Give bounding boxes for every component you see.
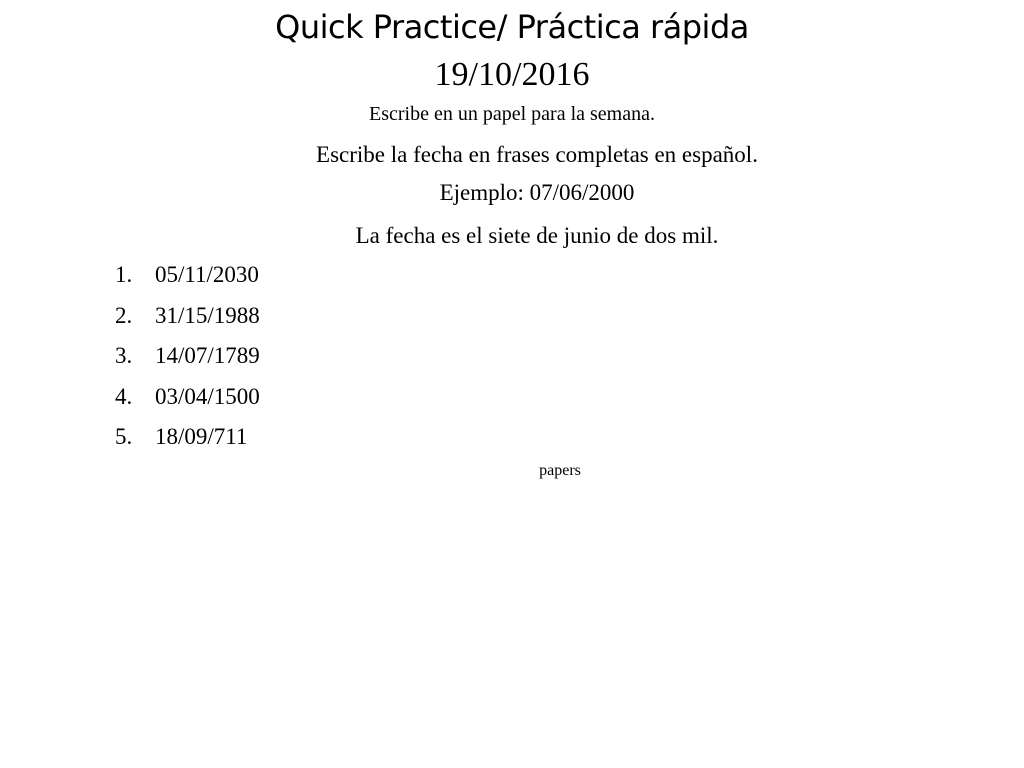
- item-number: 2.: [115, 302, 133, 328]
- slide-title: Quick Practice/ Práctica rápida: [275, 8, 749, 46]
- item-date: 03/04/1500: [155, 383, 260, 409]
- list-item: [115, 421, 260, 462]
- example-sentence: La fecha es el siete de junio de dos mil.: [355, 223, 719, 248]
- item-date: 14/07/1789: [155, 343, 260, 368]
- date-list: [115, 259, 260, 462]
- item-date: 31/15/1988: [155, 302, 260, 328]
- instruction-text: Escribe la fecha en frases completas en español.: [316, 142, 758, 167]
- item-number: 3.: [115, 343, 133, 368]
- item-number: 5.: [115, 424, 133, 449]
- list-item: [115, 300, 260, 341]
- list-item: [115, 259, 260, 300]
- item-date: 18/09/711: [155, 424, 248, 449]
- footer-text: papers: [539, 462, 581, 479]
- instruction-note: Escribe en un papel para la semana.: [369, 103, 655, 125]
- list-item: [115, 381, 260, 422]
- list-item: [115, 340, 260, 381]
- item-date: 05/11/2030: [155, 262, 259, 287]
- example-label: Ejemplo: 07/06/2000: [439, 180, 635, 205]
- slide-date: 19/10/2016: [434, 56, 590, 93]
- item-number: 4.: [115, 383, 133, 409]
- item-number: 1.: [115, 262, 133, 287]
